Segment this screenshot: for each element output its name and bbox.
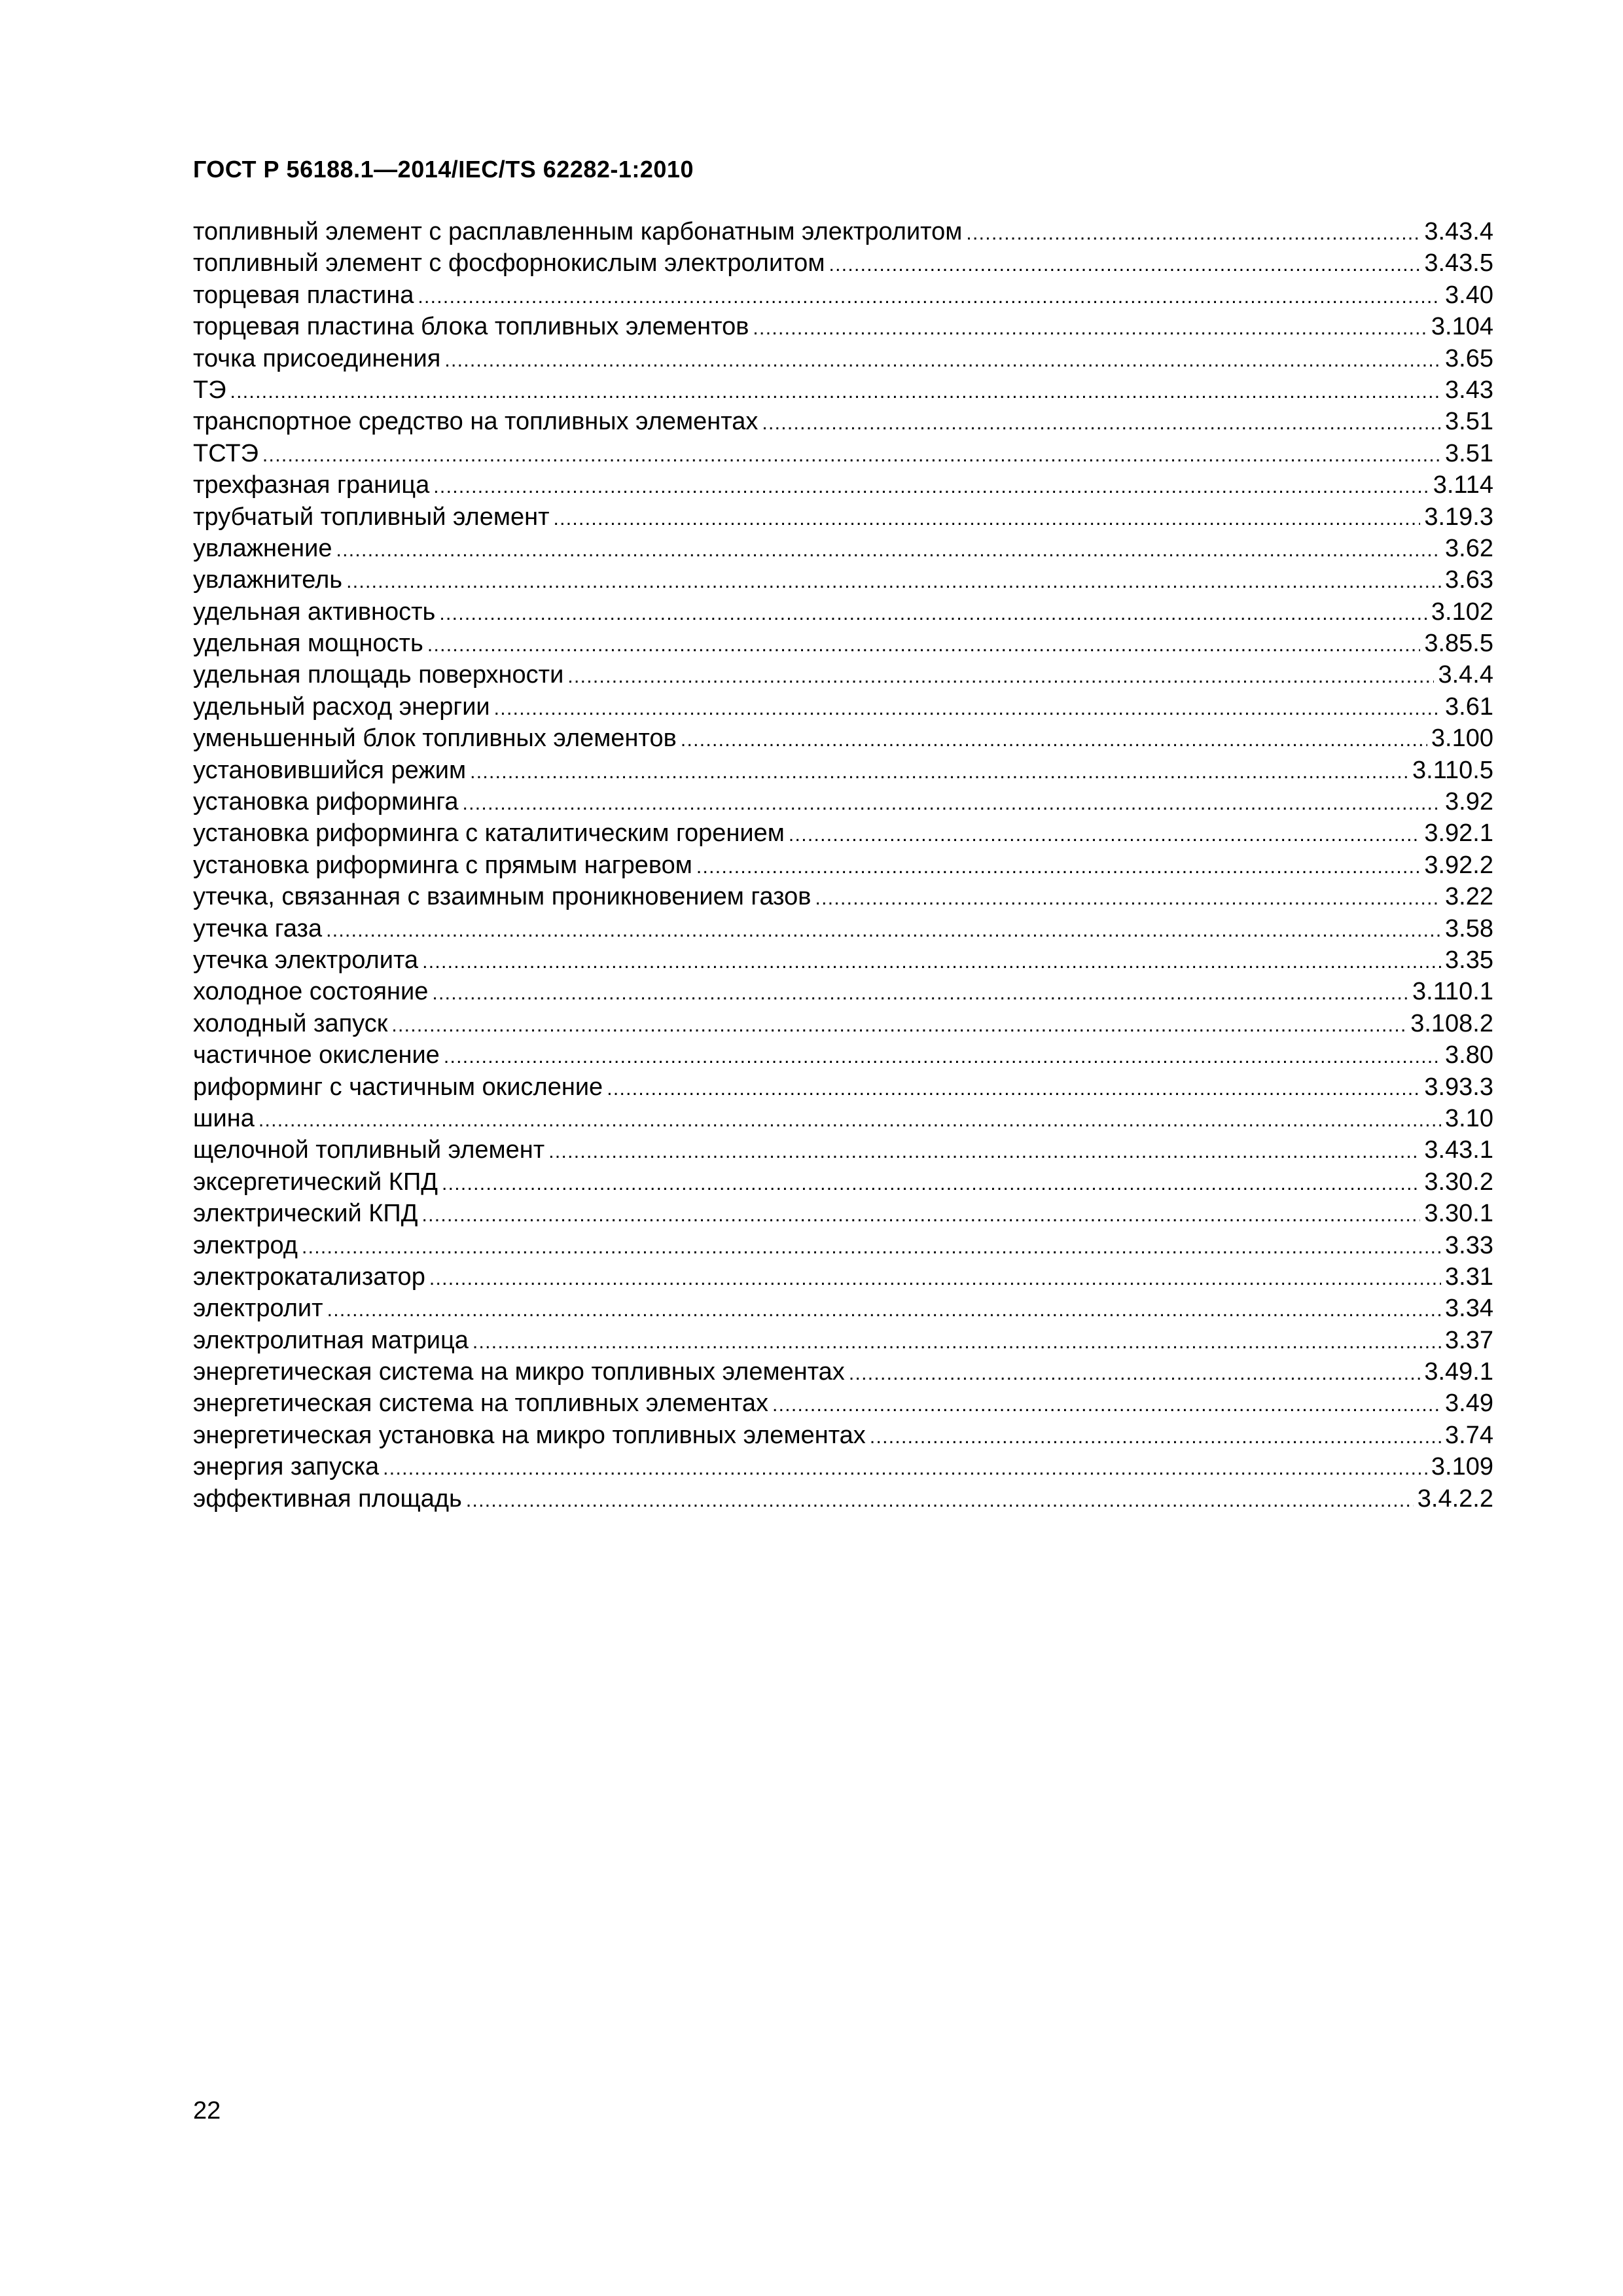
- index-reference: 3.4.4: [1438, 661, 1493, 689]
- index-entry: [193, 881, 1493, 912]
- index-entry: [193, 1134, 1493, 1166]
- index-entry: [193, 406, 1493, 437]
- dot-leader: [466, 1485, 1414, 1515]
- dot-leader: [870, 1422, 1441, 1451]
- index-entry: [193, 564, 1493, 596]
- index-term: увлажнение: [193, 534, 332, 562]
- index-reference: 3.51: [1445, 439, 1493, 467]
- index-reference: 3.92.1: [1424, 819, 1493, 848]
- index-term: удельный расход энергии: [193, 692, 490, 721]
- index-reference: 3.49: [1445, 1390, 1493, 1418]
- dot-leader: [815, 883, 1441, 912]
- index-reference: 3.65: [1445, 344, 1493, 372]
- dot-leader: [442, 1168, 1420, 1198]
- dot-leader: [470, 757, 1408, 786]
- index-term: установка риформинга с каталитическим горением: [193, 819, 785, 848]
- dot-leader: [391, 1010, 1406, 1039]
- index-term: трубчатый топливный элемент: [193, 503, 550, 531]
- dot-leader: [327, 1295, 1441, 1324]
- dot-leader: [494, 693, 1441, 723]
- index-term: топливный элемент с фосфорнокислым электролитом: [193, 249, 825, 278]
- dot-leader: [326, 915, 1441, 944]
- dot-leader: [829, 249, 1420, 279]
- dot-leader: [259, 1105, 1441, 1134]
- index-entry: [193, 1293, 1493, 1324]
- index-reference: 3.62: [1445, 534, 1493, 562]
- index-term: топливный элемент с расплавленным карбонатным электролитом: [193, 218, 963, 245]
- index-reference: 3.31: [1445, 1263, 1493, 1291]
- index-term: удельная активность: [193, 598, 436, 626]
- index-reference: 3.110.1: [1412, 978, 1493, 1006]
- dot-leader: [567, 661, 1434, 691]
- index-reference: 3.43.5: [1424, 249, 1493, 278]
- index-entry: [193, 501, 1493, 533]
- index-entry: [193, 1039, 1493, 1071]
- index-term: холодное состояние: [193, 978, 429, 1006]
- index-term: электролитная матрица: [193, 1326, 469, 1354]
- index-entry: [193, 469, 1493, 501]
- index-entry: [193, 723, 1493, 754]
- dot-leader: [681, 725, 1427, 754]
- index-entry: [193, 279, 1493, 311]
- index-term: уменьшенный блок топливных элементов: [193, 725, 677, 753]
- index-reference: 3.34: [1445, 1295, 1493, 1323]
- dot-leader: [966, 218, 1420, 247]
- dot-leader: [753, 313, 1427, 342]
- index-entry: [193, 755, 1493, 786]
- index-entry: [193, 1388, 1493, 1419]
- dot-leader: [336, 535, 1442, 564]
- dot-leader: [432, 978, 1408, 1007]
- index-entry: [193, 1483, 1493, 1515]
- index-term: эксергетический КПД: [193, 1168, 438, 1196]
- index-entry: [193, 1198, 1493, 1229]
- index-reference: 3.102: [1431, 598, 1493, 626]
- index-term: эффективная площадь: [193, 1484, 462, 1513]
- index-entry: [193, 1325, 1493, 1356]
- index-reference: 3.114: [1433, 471, 1493, 499]
- index-entry: [193, 628, 1493, 659]
- dot-leader: [772, 1390, 1441, 1419]
- index-entry: [193, 659, 1493, 691]
- index-entry: [193, 976, 1493, 1007]
- index-term: утечка, связанная с взаимным проникновением газов: [193, 883, 812, 911]
- index-reference: 3.74: [1445, 1421, 1493, 1449]
- index-reference: 3.43.1: [1424, 1136, 1493, 1164]
- index-reference: 3.58: [1445, 914, 1493, 942]
- index-entry: [193, 1166, 1493, 1198]
- index-term: электрокатализатор: [193, 1263, 425, 1291]
- index-term: транспортное средство на топливных элементах: [193, 408, 758, 436]
- dot-leader: [463, 788, 1442, 817]
- index-term: шина: [193, 1104, 255, 1132]
- dot-leader: [607, 1073, 1420, 1103]
- index-reference: 3.109: [1431, 1453, 1493, 1481]
- index-entry: [193, 1420, 1493, 1451]
- index-reference: 3.108.2: [1410, 1009, 1493, 1037]
- index-term: электрический КПД: [193, 1200, 418, 1228]
- index-entry: [193, 374, 1493, 406]
- dot-leader: [427, 630, 1420, 659]
- index-entry: [193, 311, 1493, 342]
- index-entry: [193, 438, 1493, 469]
- index-reference: 3.30.2: [1424, 1168, 1493, 1196]
- index-term: электролит: [193, 1295, 323, 1323]
- index-entry: [193, 786, 1493, 817]
- index-term: установившийся режим: [193, 756, 467, 784]
- index-term: установка риформинга с прямым нагревом: [193, 851, 692, 879]
- index-term: торцевая пластина: [193, 281, 414, 309]
- dot-leader: [789, 819, 1420, 849]
- index-term: энергетическая система на топливных элементах: [193, 1390, 769, 1418]
- index-entry: [193, 1071, 1493, 1103]
- index-entry: [193, 1261, 1493, 1293]
- index-term: утечка газа: [193, 914, 323, 942]
- dot-leader: [473, 1327, 1441, 1356]
- index-term: энергетическая установка на микро топливных элементах: [193, 1421, 866, 1449]
- dot-leader: [429, 1263, 1441, 1293]
- index-entry: [193, 1230, 1493, 1261]
- index-entry: [193, 1103, 1493, 1134]
- index-reference: 3.93.3: [1424, 1073, 1493, 1101]
- index-term: точка присоединения: [193, 344, 441, 372]
- index-reference: 3.30.1: [1424, 1200, 1493, 1228]
- index-reference: 3.43.4: [1424, 218, 1493, 245]
- dot-leader: [762, 408, 1441, 437]
- index-entry: [193, 850, 1493, 881]
- index-reference: 3.80: [1445, 1041, 1493, 1069]
- index-reference: 3.104: [1431, 313, 1493, 341]
- index-entry: [193, 691, 1493, 723]
- dot-leader: [433, 471, 1429, 501]
- index-entry: [193, 1356, 1493, 1388]
- dot-leader: [439, 598, 1427, 628]
- index-term: энергетическая система на микро топливных элементах: [193, 1358, 845, 1386]
- index-reference: 3.4.2.2: [1417, 1484, 1493, 1513]
- index-entry: [193, 343, 1493, 374]
- dot-leader: [554, 503, 1421, 533]
- dot-leader: [849, 1358, 1421, 1388]
- dot-leader: [383, 1453, 1427, 1482]
- dot-leader: [696, 852, 1420, 881]
- dot-leader: [422, 946, 1441, 976]
- index-entry: [193, 533, 1493, 564]
- index-term: электрод: [193, 1231, 298, 1259]
- index-list: [193, 216, 1493, 1515]
- dot-leader: [444, 345, 1441, 374]
- dot-leader: [548, 1136, 1420, 1166]
- index-entry: [193, 944, 1493, 976]
- index-reference: 3.92: [1445, 788, 1493, 816]
- index-term: установка риформинга: [193, 788, 459, 816]
- dot-leader: [418, 281, 1441, 311]
- index-entry: [193, 596, 1493, 628]
- index-term: утечка электролита: [193, 946, 419, 974]
- index-entry: [193, 1008, 1493, 1039]
- dot-leader: [444, 1041, 1441, 1071]
- index-entry: [193, 913, 1493, 944]
- index-term: холодный запуск: [193, 1009, 388, 1037]
- index-term: удельная мощность: [193, 630, 423, 658]
- page-number: 22: [193, 2097, 221, 2125]
- index-reference: 3.49.1: [1424, 1358, 1493, 1386]
- index-term: трехфазная граница: [193, 471, 430, 499]
- document-header: ГОСТ Р 56188.1—2014/IEC/TS 62282-1:2010: [193, 156, 694, 183]
- index-reference: 3.43: [1445, 376, 1493, 404]
- index-term: удельная площадь поверхности: [193, 661, 564, 689]
- index-reference: 3.35: [1445, 946, 1493, 974]
- index-term: энергия запуска: [193, 1453, 380, 1481]
- index-reference: 3.19.3: [1424, 503, 1493, 531]
- index-reference: 3.10: [1445, 1104, 1493, 1132]
- index-reference: 3.61: [1445, 692, 1493, 721]
- dot-leader: [230, 376, 1442, 406]
- dot-leader: [421, 1200, 1420, 1229]
- dot-leader: [346, 566, 1441, 596]
- index-reference: 3.92.2: [1424, 851, 1493, 879]
- index-term: частичное окисление: [193, 1041, 440, 1069]
- index-reference: 3.22: [1445, 883, 1493, 911]
- index-reference: 3.100: [1431, 725, 1493, 753]
- index-reference: 3.33: [1445, 1231, 1493, 1259]
- index-entry: [193, 216, 1493, 247]
- index-term: торцевая пластина блока топливных элементов: [193, 313, 749, 341]
- dot-leader: [262, 440, 1441, 469]
- index-term: риформинг с частичным окисление: [193, 1073, 603, 1101]
- index-entry: [193, 1451, 1493, 1482]
- index-term: щелочной топливный элемент: [193, 1136, 545, 1164]
- index-entry: [193, 247, 1493, 279]
- index-reference: 3.51: [1445, 408, 1493, 436]
- dot-leader: [302, 1232, 1441, 1261]
- index-term: увлажнитель: [193, 566, 343, 594]
- index-reference: 3.63: [1445, 566, 1493, 594]
- index-reference: 3.37: [1445, 1326, 1493, 1354]
- index-reference: 3.40: [1445, 281, 1493, 309]
- index-reference: 3.85.5: [1424, 630, 1493, 658]
- index-entry: [193, 817, 1493, 849]
- index-term: ТСТЭ: [193, 439, 259, 467]
- index-reference: 3.110.5: [1412, 756, 1493, 784]
- index-term: ТЭ: [193, 376, 226, 404]
